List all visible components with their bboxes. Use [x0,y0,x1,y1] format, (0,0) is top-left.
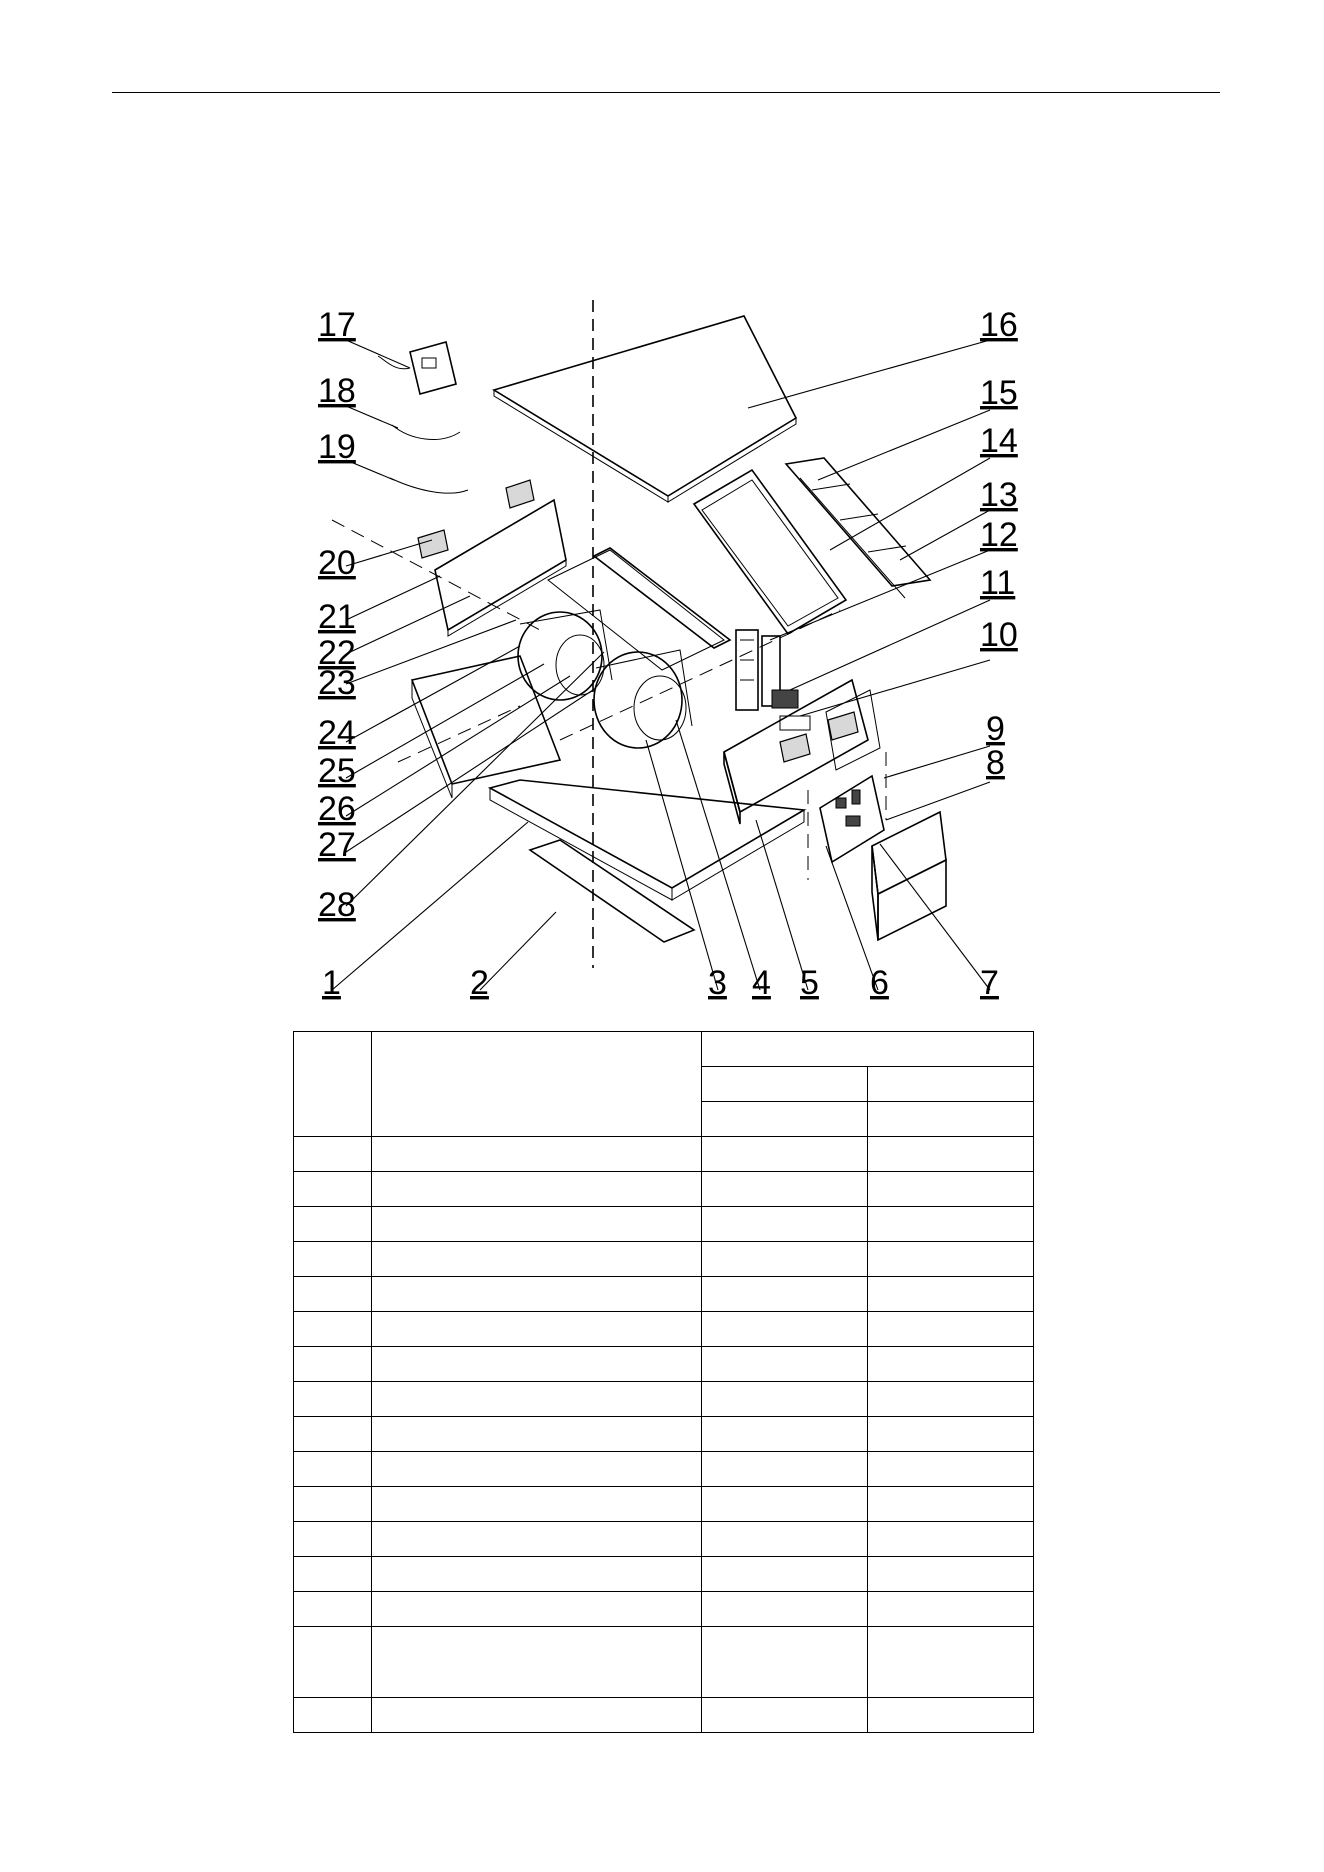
cell-name [372,1172,702,1207]
callout-22: 22 [318,634,356,672]
cell-name [372,1382,702,1417]
cell-model-a [702,1347,868,1382]
table-row [294,1522,1034,1557]
callout-16: 16 [980,306,1018,344]
cell-name [372,1242,702,1277]
callout-14: 14 [980,422,1018,460]
callout-25: 25 [318,752,356,790]
callout-5: 5 [800,964,819,1002]
cell-model-a [702,1487,868,1522]
cell-no [294,1137,372,1172]
callout-26: 26 [318,790,356,828]
cell-model-a [702,1382,868,1417]
cell-no [294,1347,372,1382]
cell-model-a [702,1242,868,1277]
callout-13: 13 [980,476,1018,514]
cell-no [294,1417,372,1452]
cell-model-b [868,1417,1034,1452]
cell-model-b [868,1522,1034,1557]
cell-model-b [868,1627,1034,1698]
cell-model-b [868,1207,1034,1242]
cable-19 [390,478,468,493]
cell-model-a [702,1137,868,1172]
callout-28: 28 [318,886,356,924]
table-row [294,1592,1034,1627]
cell-model-a [702,1207,868,1242]
cell-name [372,1207,702,1242]
cell-model-b [868,1172,1034,1207]
cell-no [294,1172,372,1207]
callout-3: 3 [708,964,727,1002]
cable-18 [392,425,460,439]
cell-model-b [868,1137,1034,1172]
pipe-assembly [736,630,810,730]
callout-19: 19 [318,428,356,466]
cell-name [372,1347,702,1382]
cell-name [372,1417,702,1452]
cell-model-a [702,1277,868,1312]
cell-name [372,1312,702,1347]
air-filter [786,458,930,598]
header-code-b [868,1102,1034,1137]
cell-no [294,1207,372,1242]
header-code-a [702,1102,868,1137]
callout-23: 23 [318,664,356,702]
table-row [294,1347,1034,1382]
table-row [294,1557,1034,1592]
callout-2: 2 [470,964,489,1002]
cell-no [294,1452,372,1487]
callout-1: 1 [322,964,341,1002]
cell-no [294,1312,372,1347]
table-row [294,1452,1034,1487]
table-row [294,1277,1034,1312]
cell-model-a [702,1698,868,1733]
cell-name [372,1487,702,1522]
cell-model-a [702,1522,868,1557]
cell-model-b [868,1487,1034,1522]
callout-10: 10 [980,616,1018,654]
cell-name [372,1592,702,1627]
cell-model-a [702,1627,868,1698]
mounting-brackets [418,480,858,762]
cell-no [294,1698,372,1733]
cell-name [372,1452,702,1487]
callout-20: 20 [318,544,356,582]
header-name [372,1032,702,1137]
cell-model-b [868,1452,1034,1487]
table-row [294,1312,1034,1347]
header-model-b [868,1067,1034,1102]
callout-27: 27 [318,826,356,864]
cell-model-a [702,1312,868,1347]
callout-12: 12 [980,516,1018,554]
table-row [294,1698,1034,1733]
guide-line [398,706,520,762]
cell-name [372,1557,702,1592]
table-row [294,1382,1034,1417]
cell-no [294,1592,372,1627]
guide-line [560,610,840,740]
parts-table-body [294,1137,1034,1733]
leader-lines [332,340,990,990]
rear-side-panel [435,500,566,636]
cell-model-a [702,1557,868,1592]
cell-model-a [702,1592,868,1627]
table-row [294,1417,1034,1452]
cell-no [294,1522,372,1557]
top-cover-panel [494,316,796,502]
cell-model-b [868,1347,1034,1382]
fan-housing-right [594,650,692,748]
callout-7: 7 [980,964,999,1002]
cell-no [294,1382,372,1417]
cell-model-b [868,1277,1034,1312]
cell-name [372,1277,702,1312]
table-row [294,1207,1034,1242]
cell-model-b [868,1242,1034,1277]
cell-no [294,1242,372,1277]
callout-4: 4 [752,964,771,1002]
cell-model-b [868,1592,1034,1627]
callout-8: 8 [986,744,1005,782]
base-tray [490,780,804,900]
cell-model-b [868,1382,1034,1417]
cell-model-a [702,1417,868,1452]
cell-no [294,1277,372,1312]
callout-6: 6 [870,964,889,1002]
table-row [294,1172,1034,1207]
callout-24: 24 [318,714,356,752]
cell-model-b [868,1557,1034,1592]
cell-name [372,1627,702,1698]
table-row [294,1242,1034,1277]
cell-model-a [702,1452,868,1487]
callout-9: 9 [986,710,1005,748]
callout-15: 15 [980,374,1018,412]
wired-controller [378,342,456,394]
table-header-row [294,1032,1034,1067]
cell-no [294,1557,372,1592]
callout-17: 17 [318,306,356,344]
header-group [702,1032,1034,1067]
cell-model-b [868,1698,1034,1733]
cell-model-b [868,1312,1034,1347]
parts-list-table [293,1031,1034,1733]
cell-no [294,1627,372,1698]
header-model-a [702,1067,868,1102]
cell-model-a [702,1172,868,1207]
table-row [294,1627,1034,1698]
cell-no [294,1487,372,1522]
callout-11: 11 [980,564,1016,602]
table-row [294,1137,1034,1172]
cell-name [372,1137,702,1172]
cell-name [372,1522,702,1557]
callout-21: 21 [318,598,356,636]
cell-name [372,1698,702,1733]
front-frame [694,470,846,634]
callout-18: 18 [318,372,356,410]
table-row [294,1487,1034,1522]
header-no [294,1032,372,1137]
